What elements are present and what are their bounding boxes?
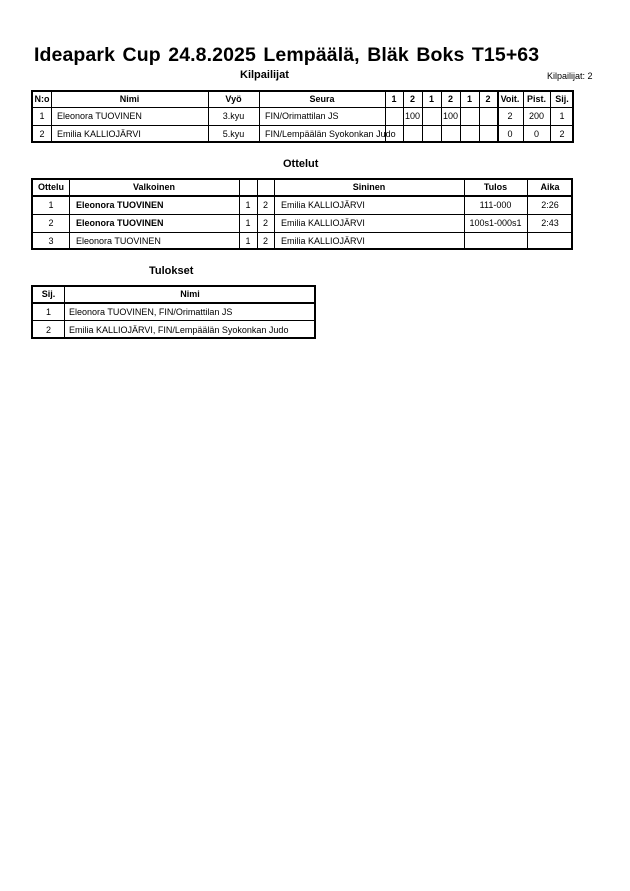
col-header-r1: 1	[391, 94, 397, 104]
col-header-name: Nimi	[180, 289, 200, 299]
competitors-count: Kilpailijat: 2	[547, 71, 593, 81]
blue-competitor: Emilia KALLIOJÄRVI	[281, 200, 365, 210]
table-row-cell: 100	[404, 111, 421, 121]
col-header-result: Tulos	[483, 182, 508, 192]
col-header-white: Valkoinen	[132, 182, 176, 192]
white-competitor: Eleonora TUOVINEN	[76, 218, 164, 228]
matches-section-title: Ottelut	[283, 158, 319, 170]
table-row-cell: 200	[528, 111, 545, 121]
col-header-wins: Voit.	[500, 94, 520, 104]
white-competitor: Eleonora TUOVINEN	[76, 236, 161, 246]
table-row-cell: 2:43	[541, 218, 559, 228]
col-header-club: Seura	[309, 94, 335, 104]
col-header-match: Ottelu	[38, 182, 64, 192]
table-row-cell: 1	[45, 307, 51, 317]
table-row-cell: 1	[245, 236, 251, 246]
results-table	[31, 285, 316, 339]
table-row-cell: 1	[245, 200, 251, 210]
blue-competitor: Emilia KALLIOJÄRVI	[281, 218, 365, 228]
table-row-cell: 2:26	[541, 200, 559, 210]
table-row-cell: 1	[245, 218, 251, 228]
page-title: Ideapark Cup 24.8.2025 Lempäälä, Bläk Boks T15+63	[34, 44, 540, 66]
col-header-name: Nimi	[119, 94, 140, 104]
table-row-cell: 2	[262, 218, 268, 228]
col-header-belt: Vyö	[225, 94, 242, 104]
col-header-r3: 1	[428, 94, 434, 104]
table-row-cell: 2	[39, 129, 45, 139]
table-row-cell: 0	[507, 129, 513, 139]
col-header-r6: 2	[485, 94, 491, 104]
competitors-section-title: Kilpailijat	[240, 69, 289, 81]
matches-table	[31, 178, 573, 250]
blue-competitor: Emilia KALLIOJÄRVI	[281, 236, 365, 246]
col-header-r5: 1	[466, 94, 472, 104]
col-header-place: Sij.	[41, 289, 56, 299]
col-header-time: Aika	[540, 182, 560, 192]
table-row-cell: 100s1-000s1	[469, 218, 522, 228]
table-row-cell: Emilia KALLIOJÄRVI	[57, 129, 141, 139]
table-row-cell: 2	[559, 129, 565, 139]
table-row-cell: 5.kyu	[222, 129, 245, 139]
table-row-cell: Eleonora TUOVINEN	[57, 111, 142, 121]
col-header-r4: 2	[447, 94, 453, 104]
table-row-cell: 1	[559, 111, 565, 121]
table-row-cell: 111-000	[479, 200, 512, 210]
competitors-table	[31, 90, 574, 143]
table-row-cell: 2	[45, 325, 51, 335]
results-section-title: Tulokset	[149, 265, 194, 277]
col-header-blue: Sininen	[352, 182, 386, 192]
col-header-place: Sij.	[555, 94, 569, 104]
table-row-cell: 2	[48, 218, 54, 228]
table-row-cell: Eleonora TUOVINEN, FIN/Orimattilan JS	[69, 307, 233, 317]
table-row-cell: 2	[262, 200, 268, 210]
col-header-r2: 2	[409, 94, 415, 104]
white-competitor: Eleonora TUOVINEN	[76, 200, 164, 210]
table-row-cell: 100	[442, 111, 459, 121]
table-row-cell: 1	[39, 111, 45, 121]
table-row-cell: 2	[507, 111, 513, 121]
table-row-cell: 2	[262, 236, 268, 246]
table-row-cell: Emilia KALLIOJÄRVI, FIN/Lempäälän Syokonkan Judo	[69, 325, 289, 335]
table-row-cell: 0	[533, 129, 539, 139]
table-row-cell: 3	[48, 236, 54, 246]
table-row-cell: 1	[48, 200, 54, 210]
table-row-cell: 3.kyu	[222, 111, 245, 121]
table-row-cell: FIN/Orimattilan JS	[265, 111, 339, 121]
table-row-cell: FIN/Lempäälän Syokonkan Judo	[265, 129, 396, 139]
col-header-points: Pist.	[526, 94, 546, 104]
col-header-no: N:o	[34, 94, 50, 104]
